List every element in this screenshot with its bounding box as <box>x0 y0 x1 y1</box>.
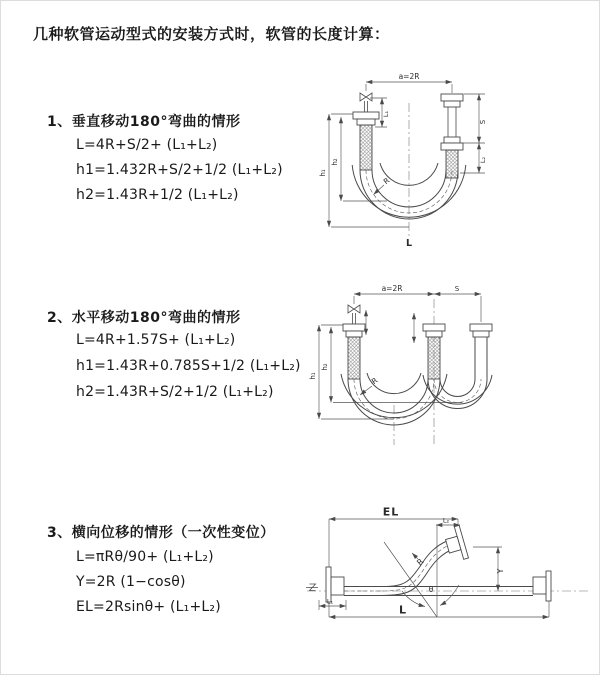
formula-line: L=πRθ/90+ (L₁+L₂) <box>76 549 214 565</box>
diagram-vertical-180 <box>309 67 591 263</box>
svg-text:h₂: h₂ <box>321 363 329 371</box>
valve-icon <box>360 93 372 112</box>
svg-text:R: R <box>369 375 380 387</box>
section-1-heading: 1、垂直移动180°弯曲的情形 <box>47 114 241 130</box>
svg-text:S: S <box>454 285 460 293</box>
upper-flange-displaced <box>443 525 469 562</box>
axis-break-mark <box>306 584 318 591</box>
dimension-y <box>473 547 505 591</box>
hose-u-bend-position1 <box>341 373 447 425</box>
svg-text:L: L <box>398 603 408 617</box>
dimension-s <box>434 285 481 294</box>
svg-text:θ: θ <box>428 585 434 594</box>
diagram-horizontal-180 <box>304 279 592 459</box>
formula-line: h2=1.43R+1/2 (L₁+L₂) <box>76 187 239 203</box>
svg-text:h₁: h₁ <box>319 169 327 177</box>
svg-text:h₁: h₁ <box>309 372 317 380</box>
length-label: L <box>405 238 413 249</box>
svg-text:L₂: L₂ <box>442 516 450 525</box>
dimension-a2r <box>354 284 481 322</box>
svg-text:L₂: L₂ <box>479 156 487 164</box>
valve-icon <box>348 305 360 324</box>
svg-text:a=2R: a=2R <box>398 72 420 81</box>
svg-text:S: S <box>479 119 487 125</box>
plain-hose-right <box>475 337 487 379</box>
svg-text:L₁: L₁ <box>326 597 334 606</box>
braided-hose-left <box>360 125 372 170</box>
dimension-l1 <box>319 598 346 611</box>
right-flange <box>470 324 492 337</box>
left-flange <box>353 112 379 125</box>
right-flange <box>533 571 551 601</box>
left-flange <box>343 324 365 337</box>
formula-line: Y=2R (1−cosθ) <box>76 574 186 590</box>
formula-line: L=4R+1.57S+ (L₁+L₂) <box>76 332 236 348</box>
formula-line: h1=1.43R+0.785S+1/2 (L₁+L₂) <box>76 358 301 374</box>
dimension-l <box>329 604 549 618</box>
dimension-l2 <box>479 143 487 173</box>
formula-line: L=4R+S/2+ (L₁+L₂) <box>76 137 218 153</box>
radius-callout <box>374 176 392 195</box>
svg-text:Y: Y <box>496 568 505 574</box>
diagram-lateral-displacement <box>299 499 596 659</box>
middle-flange <box>423 324 445 337</box>
formula-line: h2=1.43R+S/2+1/2 (L₁+L₂) <box>76 384 274 400</box>
dimension-l2 <box>436 517 460 526</box>
page-title: 几种软管运动型式的安装方式时，软管的长度计算： <box>33 25 390 43</box>
svg-text:R: R <box>381 175 392 187</box>
svg-text:a=2R: a=2R <box>381 284 403 293</box>
section-3-heading: 3、横向位移的情形（一次性变位） <box>47 525 275 541</box>
braided-hose-middle <box>428 337 440 379</box>
svg-text:L₁: L₁ <box>382 110 390 118</box>
svg-text:h₂: h₂ <box>331 158 339 166</box>
formula-line: h1=1.432R+S/2+1/2 (L₁+L₂) <box>76 162 283 178</box>
section-2-heading: 2、水平移动180°弯曲的情形 <box>47 310 241 326</box>
formula-line: EL=2Rsinθ+ (L₁+L₂) <box>76 599 221 615</box>
hose-displaced-position <box>344 539 457 596</box>
dimension-el <box>329 506 458 526</box>
svg-text:EL: EL <box>382 505 400 519</box>
right-pipe <box>441 94 463 150</box>
svg-text:R: R <box>415 556 426 568</box>
dimension-a2r <box>366 72 452 93</box>
braided-hose-left <box>348 337 360 379</box>
